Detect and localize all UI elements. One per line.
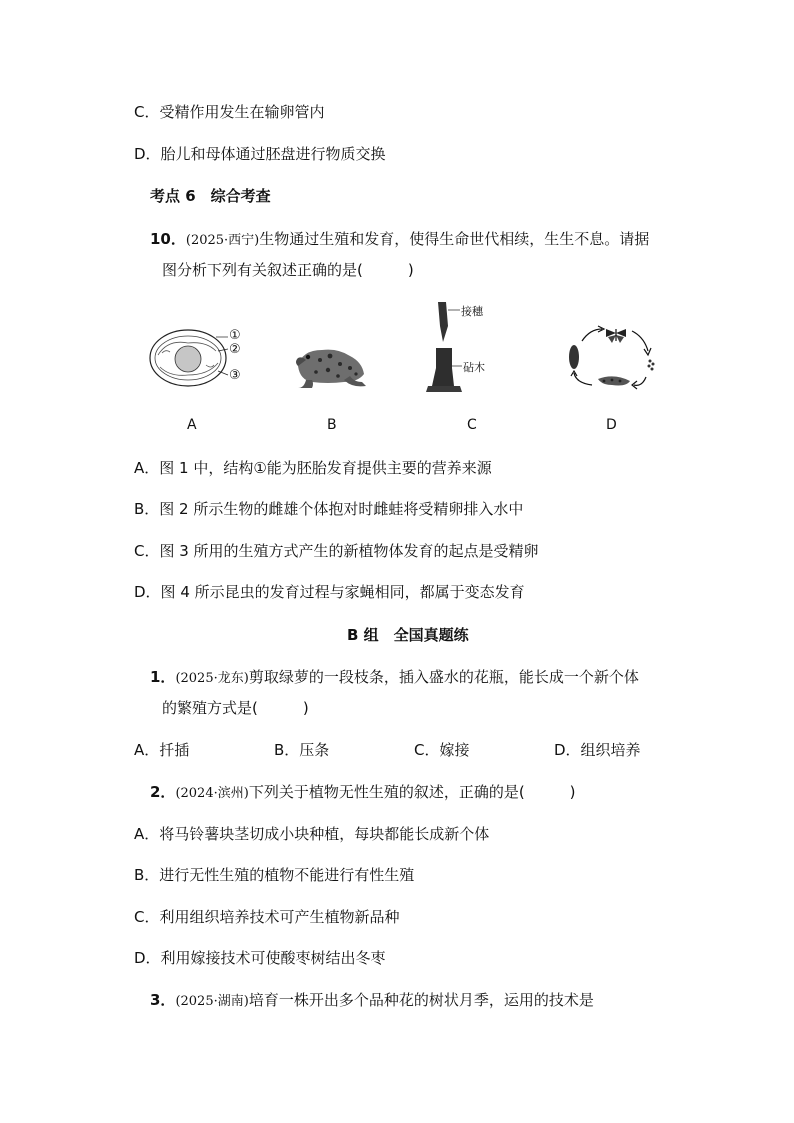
egg-mark-2: ② bbox=[229, 342, 241, 357]
egg-mark-1: ① bbox=[229, 328, 241, 343]
q9-option-c: C．受精作用发生在输卵管内 bbox=[134, 103, 325, 121]
group-b-heading: B 组 全国真题练 bbox=[347, 626, 469, 644]
q3-stem: 培育一株开出多个品种花的树状月季，运用的技术是 bbox=[248, 991, 594, 1009]
q10-option-b: B．图 2 所示生物的雌雄个体抱对时雌蛙将受精卵排入水中 bbox=[134, 500, 524, 518]
q1-stem: 剪取绿萝的一段枝条，插入盛水的花瓶，能长成一个新个体 bbox=[248, 668, 639, 686]
life-cycle-diagram bbox=[562, 315, 662, 395]
figure-label-b: B bbox=[327, 417, 337, 433]
q1-number: 1． bbox=[150, 668, 176, 686]
q2-source: (2024·滨州) bbox=[175, 786, 249, 801]
q1-option-b: B．压条 bbox=[274, 741, 330, 759]
figure-life-cycle bbox=[562, 315, 662, 395]
graft-stock-label: 砧木 bbox=[463, 361, 485, 374]
figure-label-c: C bbox=[467, 417, 477, 433]
figure-grafting bbox=[424, 298, 514, 396]
q10-number: 10． bbox=[150, 230, 186, 248]
q3-number: 3． bbox=[150, 991, 176, 1009]
q2-option-c: C．利用组织培养技术可产生植物新品种 bbox=[134, 908, 400, 926]
q3-line1 bbox=[150, 990, 594, 1012]
figure-label-a: A bbox=[187, 417, 197, 433]
q9-option-d: D．胎儿和母体通过胚盘进行物质交换 bbox=[134, 145, 386, 163]
figure-frog bbox=[292, 340, 372, 390]
figure-label-d: D bbox=[606, 417, 617, 433]
egg-mark-3: ③ bbox=[229, 368, 241, 383]
q10-line2: 图分析下列有关叙述正确的是( ) bbox=[162, 261, 414, 279]
egg-diagram bbox=[148, 325, 258, 395]
q10-source: (2025·西宁) bbox=[185, 233, 260, 248]
q10-stem: 生物通过生殖和发育，使得生命世代相续，生生不息。请据 bbox=[259, 230, 650, 248]
q2-option-b: B．进行无性生殖的植物不能进行有性生殖 bbox=[134, 866, 415, 884]
q1-line1 bbox=[150, 667, 639, 689]
q1-option-a: A．扦插 bbox=[134, 741, 190, 759]
q10-option-d: D．图 4 所示昆虫的发育过程与家蝇相同，都属于变态发育 bbox=[134, 583, 525, 601]
q3-source: (2025·湖南) bbox=[175, 994, 249, 1009]
q1-line2: 的繁殖方式是( ) bbox=[162, 699, 309, 717]
q1-source: (2025·龙东) bbox=[175, 671, 249, 686]
graft-scion-label: 接穗 bbox=[461, 305, 483, 318]
q2-option-d: D．利用嫁接技术可使酸枣树结出冬枣 bbox=[134, 949, 386, 967]
q10-line1 bbox=[150, 229, 649, 251]
q1-option-c: C．嫁接 bbox=[414, 741, 470, 759]
q2-stem: 下列关于植物无性生殖的叙述，正确的是( ) bbox=[248, 783, 576, 801]
q2-number: 2． bbox=[150, 783, 176, 801]
q10-option-c: C．图 3 所用的生殖方式产生的新植物体发育的起点是受精卵 bbox=[134, 542, 539, 560]
q10-option-a: A．图 1 中，结构①能为胚胎发育提供主要的营养来源 bbox=[134, 459, 492, 477]
figure-egg bbox=[148, 325, 258, 395]
frog-image bbox=[292, 340, 372, 390]
q2-line1 bbox=[150, 782, 576, 804]
section-heading: 考点 6 综合考查 bbox=[150, 187, 271, 205]
q2-option-a: A．将马铃薯块茎切成小块种植，每块都能长成新个体 bbox=[134, 825, 490, 843]
q1-option-d: D．组织培养 bbox=[554, 741, 641, 759]
